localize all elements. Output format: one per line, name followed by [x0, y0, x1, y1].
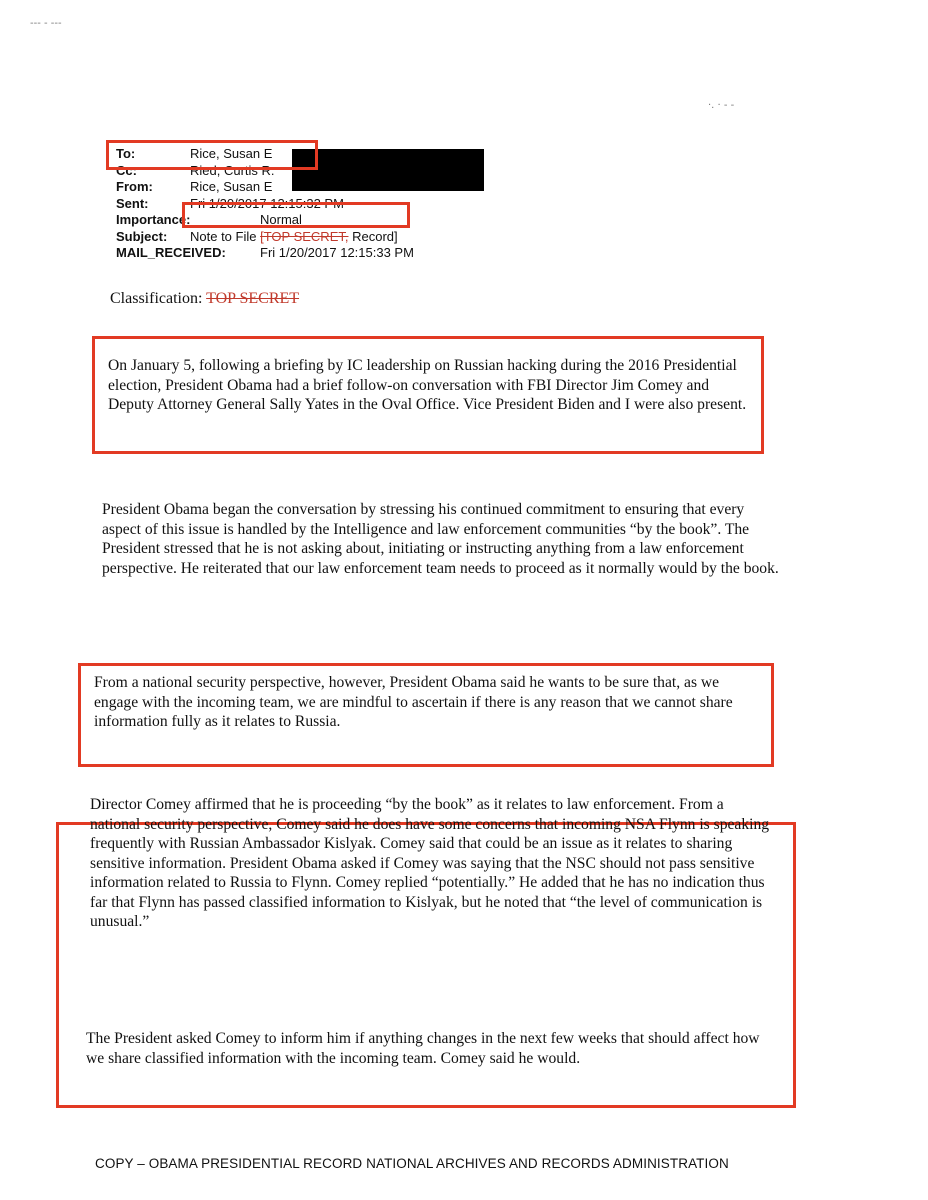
sent-label: Sent: — [116, 195, 149, 211]
scan-mark: ‐‐‐ ‐ ‐‐‐ — [30, 18, 62, 29]
subject-row — [116, 229, 414, 246]
paragraph-3: From a national security perspective, however, President Obama said he wants to be sure that, as we engage with the incoming team, we are mindful to ascertain if there is any reason that we cannot share information fully as it relates to Russia. — [94, 674, 733, 730]
cc-value: Ried, Curtis R. — [190, 162, 275, 178]
from-label: From: — [116, 179, 153, 194]
paragraph-2: President Obama began the conversation by stressing his continued commitment to ensuring that every aspect of this issue is handled by the Intelligence and law enforcement communities “by the book”. The President stressed that he is not asking about, initiating or instructing anything from a law enforcement perspective. He reiterated that our law enforcement team needs to proceed as it normally would by the book. — [102, 501, 779, 577]
mail-received-row — [116, 245, 414, 262]
from-value: Rice, Susan E — [190, 179, 273, 194]
importance-value: Normal — [260, 212, 302, 227]
paragraph-5: The President asked Comey to inform him if anything changes in the next few weeks that should affect how we share classified information with the incoming team. Comey said he would. — [86, 1030, 760, 1067]
highlight-box-sent — [182, 202, 410, 228]
importance-label: Importance: — [116, 212, 191, 227]
mail-received-value: Fri 1/20/2017 12:15:33 PM — [260, 245, 414, 260]
cc-label: Cc: — [116, 162, 137, 178]
subject-label: Subject: — [116, 228, 168, 244]
subject-struck: [TOP SECRET, — [260, 228, 349, 244]
sent-value: Fri 1/20/2017 12:15:32 PM — [190, 195, 344, 211]
classification-line — [110, 290, 299, 308]
classification-label: Classification: — [110, 290, 207, 307]
highlight-box-to — [106, 140, 318, 170]
to-label: To: — [116, 146, 136, 161]
archive-footer: COPY – OBAMA PRESIDENTIAL RECORD NATIONAL ARCHIVES AND RECORDS ADMINISTRATION — [95, 1156, 729, 1171]
redaction-bar — [292, 149, 484, 191]
classification-struck: TOP SECRET — [206, 290, 300, 307]
paragraph-1: On January 5, following a briefing by IC leadership on Russian hacking during the 2016 Presidential election, President Obama had a brief follow-on conversation with FBI Director Jim Comey and Deputy Attorney General Sally Yates in the Oval Office. Vice President Biden and I were also present. — [108, 357, 747, 413]
subject-prefix: Note to File — [190, 228, 261, 244]
mail-received-label: MAIL_RECEIVED: — [116, 245, 226, 260]
to-value: Rice, Susan E — [190, 146, 273, 161]
subject-value — [190, 229, 398, 246]
subject-suffix: Record] — [348, 228, 398, 244]
paragraph-4: Director Comey affirmed that he is proceeding “by the book” as it relates to law enforcement. From a national security perspective, Comey said he does have some concerns that incoming NSA Flynn is speaking frequently with Russian Ambassador Kislyak. Comey said that could be an issue as it relates to sharing sensitive information. President Obama asked if Comey was saying that the NSC should not pass sensitive information related to Russia to Flynn. Comey replied “potentially.” He added that he has no indication thus far that Flynn has passed classified information to Kislyak, but he noted that “the level of communication is unusual.” — [90, 796, 770, 930]
scan-mark: ·. · ‐ ‐ — [708, 100, 735, 111]
